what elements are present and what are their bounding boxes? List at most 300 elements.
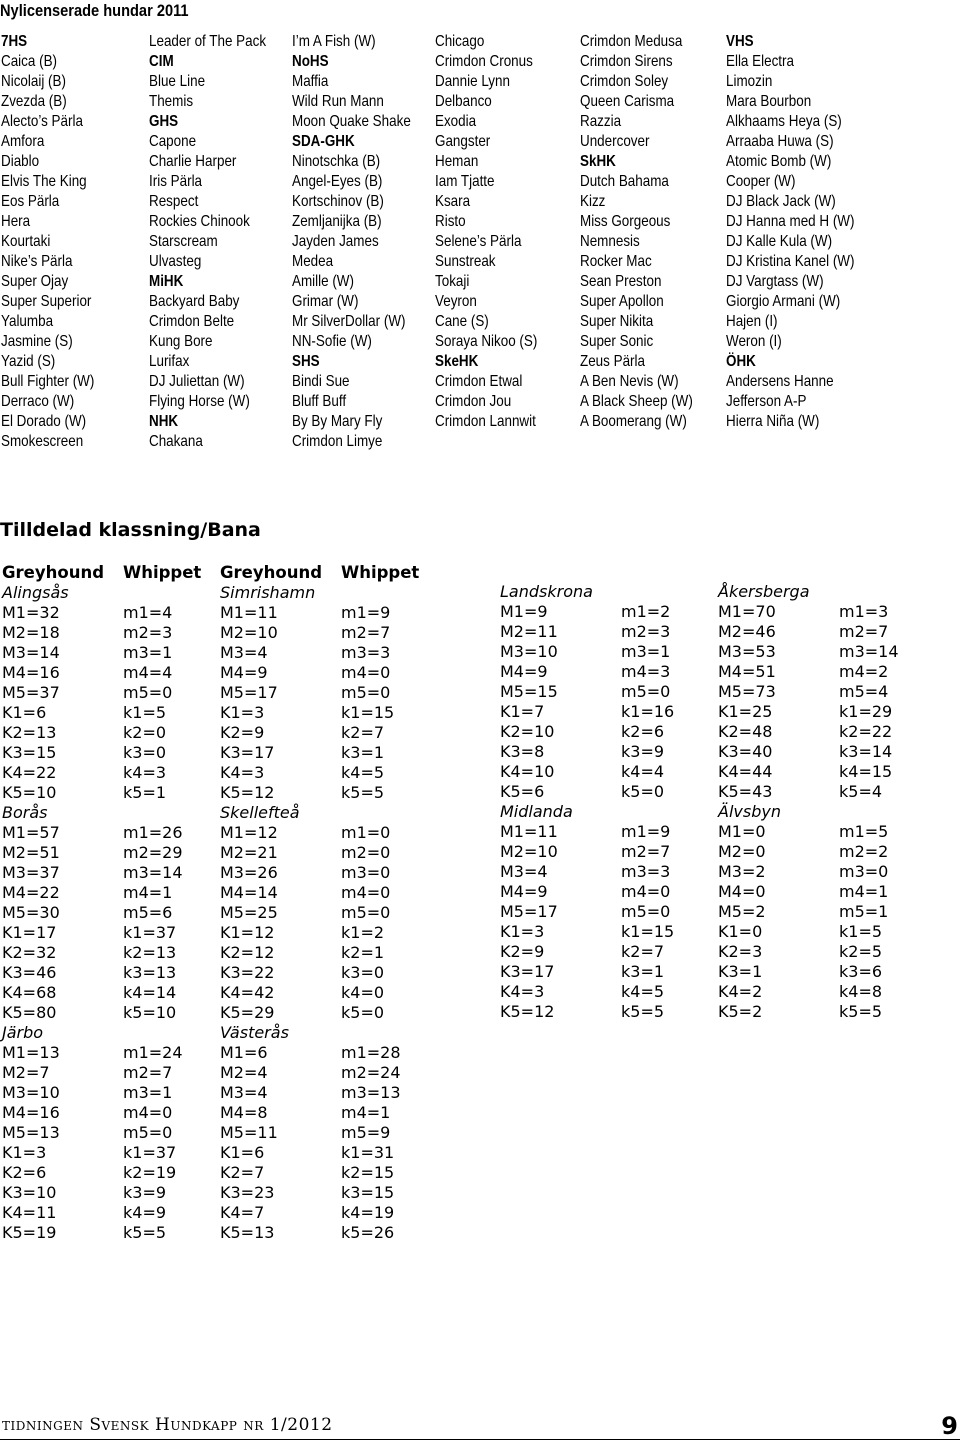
whippet-value: m1=0 — [341, 823, 391, 842]
footer-publication: tidningen Svensk Hundkapp nr 1/2012 — [2, 1415, 333, 1435]
greyhound-value: M1=0 — [718, 822, 766, 841]
dog-name: Hierra Niña (W) — [726, 413, 820, 430]
dog-name: Soraya Nikoo (S) — [435, 333, 538, 350]
greyhound-value: K1=3 — [220, 703, 265, 722]
stat-row — [220, 983, 385, 1003]
stat-row — [220, 703, 395, 723]
stat-row — [2, 1103, 173, 1123]
stat-row — [2, 943, 177, 963]
whippet-value: k5=5 — [621, 1002, 665, 1021]
dog-name: Limozin — [726, 73, 773, 90]
dog-name: Blue Line — [149, 73, 206, 90]
club-heading: MiHK — [149, 273, 184, 290]
greyhound-value: K4=22 — [2, 763, 57, 782]
dog-column — [726, 32, 879, 432]
dog-name: Yazid (S) — [1, 353, 56, 370]
greyhound-value: K3=17 — [220, 743, 275, 762]
dog-name: I’m A Fish (W) — [292, 33, 376, 50]
stat-row — [2, 1163, 177, 1183]
greyhound-value: M5=17 — [220, 683, 278, 702]
whippet-value: k4=3 — [123, 763, 167, 782]
whippet-value: k3=1 — [621, 962, 665, 981]
stat-row — [220, 763, 385, 783]
greyhound-value: K5=12 — [500, 1002, 555, 1021]
club-heading: ÖHK — [726, 353, 756, 370]
greyhound-value: M5=15 — [500, 682, 558, 701]
whippet-value: m1=2 — [621, 602, 671, 621]
stat-row — [2, 963, 177, 983]
dog-name: Crimdon Etwal — [435, 373, 523, 390]
dog-name: Iris Pärla — [149, 173, 203, 190]
dog-name: Bindi Sue — [292, 373, 350, 390]
dog-name: Crimdon Belte — [149, 313, 235, 330]
greyhound-value: K2=12 — [220, 943, 275, 962]
whippet-value: m2=7 — [621, 842, 671, 861]
stat-row — [220, 1103, 391, 1123]
greyhound-value: M4=0 — [718, 882, 766, 901]
stat-row — [2, 683, 173, 703]
dog-name: A Boomerang (W) — [580, 413, 687, 430]
greyhound-value: K5=19 — [2, 1223, 57, 1242]
dog-name: Zvezda (B) — [1, 93, 67, 110]
whippet-value: k5=5 — [839, 1002, 883, 1021]
dog-name: Ella Electra — [726, 53, 794, 70]
club-heading: SkeHK — [435, 353, 479, 370]
whippet-value: k4=9 — [123, 1203, 167, 1222]
stat-row — [2, 1223, 167, 1243]
stat-row — [220, 823, 391, 843]
dog-name: Super Nikita — [580, 313, 654, 330]
greyhound-value: K4=42 — [220, 983, 275, 1002]
whippet-value: m2=2 — [839, 842, 889, 861]
greyhound-value: M4=9 — [500, 662, 548, 681]
dog-name: Ksara — [435, 193, 471, 210]
dog-name: Crimdon Soley — [580, 73, 669, 90]
whippet-value: k5=26 — [341, 1223, 395, 1242]
dog-name: DJ Kristina Kanel (W) — [726, 253, 855, 270]
whippet-value: k3=9 — [621, 742, 665, 761]
stat-row — [500, 962, 665, 982]
dog-name: Leader of The Pack — [149, 33, 267, 50]
stat-row — [220, 1043, 401, 1063]
greyhound-value: M5=30 — [2, 903, 60, 922]
greyhound-value: K2=13 — [2, 723, 57, 742]
dog-name: NN-Sofie (W) — [292, 333, 372, 350]
dog-name: Kourtaki — [1, 233, 51, 250]
whippet-value: m3=1 — [123, 1083, 173, 1102]
dog-name: Super Sonic — [580, 333, 654, 350]
whippet-value: m2=0 — [341, 843, 391, 862]
greyhound-value: K2=9 — [500, 942, 545, 961]
greyhound-value: M3=14 — [2, 643, 60, 662]
greyhound-value: K5=13 — [220, 1223, 275, 1242]
stat-row — [2, 663, 173, 683]
greyhound-value: M4=22 — [2, 883, 60, 902]
whippet-value: m5=6 — [123, 903, 173, 922]
whippet-value: k5=5 — [123, 1223, 167, 1242]
greyhound-value: K2=7 — [220, 1163, 265, 1182]
dog-name: Mr SilverDollar (W) — [292, 313, 406, 330]
greyhound-value: M1=57 — [2, 823, 60, 842]
whippet-value: m3=1 — [123, 643, 173, 662]
greyhound-value: K3=40 — [718, 742, 773, 761]
greyhound-value: M5=25 — [220, 903, 278, 922]
stat-row — [220, 883, 391, 903]
stat-row — [220, 1003, 385, 1023]
greyhound-value: M5=11 — [220, 1123, 278, 1142]
whippet-value: k3=0 — [341, 963, 385, 982]
greyhound-value: K4=7 — [220, 1203, 265, 1222]
stat-row — [2, 1003, 177, 1023]
stat-row — [220, 1163, 395, 1183]
dog-name: Nike’s Pärla — [1, 253, 73, 270]
dog-name: Jayden James — [292, 233, 379, 250]
greyhound-value: K5=2 — [718, 1002, 763, 1021]
greyhound-value: K5=29 — [220, 1003, 275, 1022]
greyhound-value: M2=4 — [220, 1063, 268, 1082]
greyhound-value: M4=51 — [718, 662, 776, 681]
dog-name: Backyard Baby — [149, 293, 240, 310]
greyhound-value: M3=4 — [220, 643, 268, 662]
stat-row — [2, 1063, 173, 1083]
club-heading: 7HS — [1, 33, 28, 50]
greyhound-value: K2=32 — [2, 943, 57, 962]
stats-column — [220, 583, 401, 1243]
header-whippet-1: Whippet — [123, 563, 202, 582]
dog-name: Sean Preston — [580, 273, 662, 290]
stat-row — [2, 1123, 173, 1143]
greyhound-value: M1=70 — [718, 602, 776, 621]
dog-name: Crimdon Limye — [292, 433, 383, 450]
dog-name: Dannie Lynn — [435, 73, 510, 90]
club-heading: GHS — [149, 113, 179, 130]
greyhound-value: K1=3 — [2, 1143, 47, 1162]
stat-row — [2, 1143, 177, 1163]
dog-name: Mara Bourbon — [726, 93, 812, 110]
stat-row — [500, 682, 671, 702]
stat-row — [2, 903, 173, 923]
dog-name: Starscream — [149, 233, 218, 250]
dog-name: Exodia — [435, 113, 477, 130]
club-heading: VHS — [726, 33, 754, 50]
dog-column — [435, 32, 557, 432]
greyhound-value: K5=6 — [500, 782, 545, 801]
greyhound-value: K3=46 — [2, 963, 57, 982]
dog-name: Derraco (W) — [1, 393, 75, 410]
stat-row — [500, 722, 665, 742]
stat-row — [500, 922, 675, 942]
page-number: 9 — [941, 1412, 958, 1440]
stat-row — [2, 883, 173, 903]
stat-row — [220, 783, 385, 803]
dog-name: Selene’s Pärla — [435, 233, 522, 250]
greyhound-value: K1=12 — [220, 923, 275, 942]
dog-column — [292, 32, 433, 452]
greyhound-value: M1=11 — [220, 603, 278, 622]
whippet-value: m4=2 — [839, 662, 889, 681]
dog-name: Cane (S) — [435, 313, 489, 330]
whippet-value: m2=7 — [123, 1063, 173, 1082]
stat-row — [500, 942, 665, 962]
whippet-value: k2=0 — [123, 723, 167, 742]
whippet-value: m5=1 — [839, 902, 889, 921]
whippet-value: k2=13 — [123, 943, 177, 962]
dog-name: Hera — [1, 213, 31, 230]
dog-name: DJ Juliettan (W) — [149, 373, 245, 390]
dog-name: Ulvasteg — [149, 253, 202, 270]
dog-column — [1, 32, 112, 452]
whippet-value: k1=31 — [341, 1143, 395, 1162]
whippet-value: k1=15 — [341, 703, 395, 722]
greyhound-value: M3=53 — [718, 642, 776, 661]
whippet-value: k2=22 — [839, 722, 893, 741]
stat-row — [718, 962, 883, 982]
greyhound-value: M2=46 — [718, 622, 776, 641]
stat-row — [2, 823, 183, 843]
dog-name: Chicago — [435, 33, 485, 50]
header-greyhound-1: Greyhound — [2, 563, 105, 582]
greyhound-value: K2=6 — [2, 1163, 47, 1182]
whippet-value: m4=3 — [621, 662, 671, 681]
greyhound-value: M2=11 — [500, 622, 558, 641]
dog-name: Queen Carisma — [580, 93, 675, 110]
greyhound-value: K4=68 — [2, 983, 57, 1002]
whippet-value: k1=2 — [341, 923, 385, 942]
dog-name: DJ Hanna med H (W) — [726, 213, 855, 230]
dog-name: Cooper (W) — [726, 173, 796, 190]
stat-row — [2, 1083, 173, 1103]
dog-name: Alkhaams Heya (S) — [726, 113, 842, 130]
track-name: Järbo — [2, 1023, 44, 1042]
stats-column — [500, 582, 675, 1022]
stat-row — [220, 623, 391, 643]
track-name: Borås — [2, 803, 48, 822]
stat-row — [718, 882, 889, 902]
whippet-value: k1=5 — [839, 922, 883, 941]
dog-name: Jasmine (S) — [1, 333, 73, 350]
stat-row — [718, 722, 893, 742]
greyhound-value: K4=2 — [718, 982, 763, 1001]
stat-row — [220, 923, 385, 943]
stat-row — [718, 822, 889, 842]
whippet-value: m4=4 — [123, 663, 173, 682]
stat-row — [500, 662, 671, 682]
club-heading: NoHS — [292, 53, 329, 70]
whippet-value: m4=1 — [341, 1103, 391, 1122]
stat-row — [2, 843, 183, 863]
dog-name: Tokaji — [435, 273, 470, 290]
dog-name: Eos Pärla — [1, 193, 60, 210]
greyhound-value: K3=15 — [2, 743, 57, 762]
greyhound-value: M4=14 — [220, 883, 278, 902]
stat-row — [500, 822, 671, 842]
stat-row — [220, 1143, 395, 1163]
whippet-value: m4=0 — [341, 663, 391, 682]
dog-name: Amfora — [1, 133, 45, 150]
whippet-value: k5=0 — [341, 1003, 385, 1022]
club-heading: SHS — [292, 353, 320, 370]
stat-row — [2, 743, 167, 763]
whippet-value: k2=15 — [341, 1163, 395, 1182]
whippet-value: k2=6 — [621, 722, 665, 741]
greyhound-value: K2=3 — [718, 942, 763, 961]
dog-name: Chakana — [149, 433, 203, 450]
greyhound-value: K3=1 — [718, 962, 763, 981]
dog-name: Rocker Mac — [580, 253, 652, 270]
whippet-value: m3=0 — [341, 863, 391, 882]
dog-name: Kung Bore — [149, 333, 213, 350]
dog-name: Heman — [435, 153, 479, 170]
stat-row — [500, 702, 675, 722]
stat-row — [718, 662, 889, 682]
track-name: Midlanda — [500, 802, 573, 821]
whippet-value: k3=13 — [123, 963, 177, 982]
whippet-value: m1=4 — [123, 603, 173, 622]
stat-row — [500, 622, 671, 642]
greyhound-value: K5=12 — [220, 783, 275, 802]
stat-row — [2, 783, 167, 803]
stat-row — [220, 863, 391, 883]
stat-row — [500, 762, 665, 782]
stat-row — [2, 703, 167, 723]
greyhound-value: K4=3 — [220, 763, 265, 782]
stat-row — [500, 782, 665, 802]
stat-row — [220, 963, 385, 983]
dog-name: El Dorado (W) — [1, 413, 87, 430]
stat-row — [718, 602, 889, 622]
stat-row — [2, 983, 177, 1003]
whippet-value: k2=7 — [621, 942, 665, 961]
whippet-value: m3=14 — [123, 863, 183, 882]
greyhound-value: M1=6 — [220, 1043, 268, 1062]
stats-column — [2, 583, 183, 1243]
dog-name: Ninotschka (B) — [292, 153, 381, 170]
dog-name: Elvis The King — [1, 173, 87, 190]
dog-name: Gangster — [435, 133, 491, 150]
dog-name: Bull Fighter (W) — [1, 373, 95, 390]
greyhound-value: M5=73 — [718, 682, 776, 701]
stat-row — [500, 862, 671, 882]
stat-row — [220, 1083, 401, 1103]
dog-name: Wild Run Mann — [292, 93, 384, 110]
dog-name: By By Mary Fly — [292, 413, 383, 430]
whippet-value: k2=5 — [839, 942, 883, 961]
whippet-value: m1=26 — [123, 823, 183, 842]
greyhound-value: M2=21 — [220, 843, 278, 862]
dog-name: Miss Gorgeous — [580, 213, 671, 230]
stat-row — [718, 982, 883, 1002]
whippet-value: k3=0 — [123, 743, 167, 762]
dog-name: Nemnesis — [580, 233, 640, 250]
whippet-value: k5=1 — [123, 783, 167, 802]
dog-name: DJ Black Jack (W) — [726, 193, 836, 210]
greyhound-value: K3=22 — [220, 963, 275, 982]
stat-row — [500, 842, 671, 862]
dog-name: Veyron — [435, 293, 477, 310]
whippet-value: m3=3 — [341, 643, 391, 662]
section-title: Tilldelad klassning/Bana — [0, 519, 261, 541]
stat-row — [718, 922, 883, 942]
whippet-value: k3=1 — [341, 743, 385, 762]
track-name: Landskrona — [500, 582, 593, 601]
whippet-value: m5=0 — [621, 902, 671, 921]
dog-name: Arraaba Huwa (S) — [726, 133, 834, 150]
whippet-value: m1=5 — [839, 822, 889, 841]
dog-name: Atomic Bomb (W) — [726, 153, 832, 170]
stat-row — [220, 1203, 395, 1223]
dog-name: Yalumba — [1, 313, 54, 330]
whippet-value: m3=0 — [839, 862, 889, 881]
stat-row — [500, 642, 671, 662]
whippet-value: k1=16 — [621, 702, 675, 721]
stat-row — [2, 1183, 167, 1203]
greyhound-value: M3=37 — [2, 863, 60, 882]
stat-row — [2, 763, 167, 783]
greyhound-value: M1=32 — [2, 603, 60, 622]
dog-name: A Ben Nevis (W) — [580, 373, 679, 390]
whippet-value: k1=5 — [123, 703, 167, 722]
whippet-value: k3=15 — [341, 1183, 395, 1202]
whippet-value: m5=0 — [123, 1123, 173, 1142]
stat-row — [220, 903, 391, 923]
whippet-value: k5=4 — [839, 782, 883, 801]
stat-row — [500, 982, 665, 1002]
stat-row — [220, 603, 391, 623]
dog-name: Risto — [435, 213, 466, 230]
greyhound-value: K3=8 — [500, 742, 545, 761]
stat-row — [220, 723, 385, 743]
greyhound-value: M2=10 — [220, 623, 278, 642]
stat-row — [220, 843, 391, 863]
greyhound-value: M4=9 — [220, 663, 268, 682]
dog-name: Kortschinov (B) — [292, 193, 384, 210]
whippet-value: m3=13 — [341, 1083, 401, 1102]
stat-row — [718, 902, 889, 922]
stat-row — [220, 1123, 391, 1143]
whippet-value: m1=9 — [621, 822, 671, 841]
dog-name: Iam Tjatte — [435, 173, 495, 190]
whippet-value: k4=5 — [621, 982, 665, 1001]
club-heading: CIM — [149, 53, 174, 70]
track-name: Västerås — [220, 1023, 289, 1042]
whippet-value: m2=7 — [839, 622, 889, 641]
greyhound-value: M2=18 — [2, 623, 60, 642]
whippet-value: m1=28 — [341, 1043, 401, 1062]
whippet-value: m5=4 — [839, 682, 889, 701]
whippet-value: k4=0 — [341, 983, 385, 1002]
whippet-value: k5=5 — [341, 783, 385, 802]
stats-column — [718, 582, 899, 1022]
header-whippet-2: Whippet — [341, 563, 420, 582]
greyhound-value: M1=13 — [2, 1043, 60, 1062]
dog-name: Razzia — [580, 113, 622, 130]
stat-row — [718, 702, 893, 722]
dog-name: Lurifax — [149, 353, 190, 370]
header-greyhound-2: Greyhound — [220, 563, 323, 582]
stat-row — [718, 1002, 883, 1022]
whippet-value: m3=1 — [621, 642, 671, 661]
dog-column — [580, 32, 714, 432]
stat-row — [2, 923, 177, 943]
stat-row — [718, 942, 883, 962]
page-title: Nylicenserade hundar 2011 — [0, 1, 189, 20]
greyhound-value: M3=4 — [500, 862, 548, 881]
stat-row — [2, 723, 167, 743]
dog-name: Moon Quake Shake — [292, 113, 411, 130]
whippet-value: m4=0 — [621, 882, 671, 901]
greyhound-value: M1=9 — [500, 602, 548, 621]
stat-row — [500, 602, 671, 622]
